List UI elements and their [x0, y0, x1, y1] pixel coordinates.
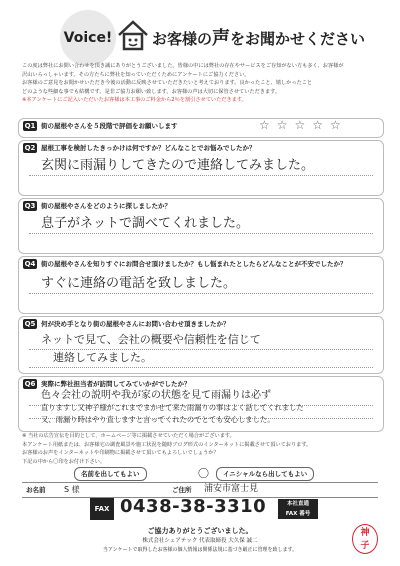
page-title: お客様の声をお聞かせください: [152, 28, 366, 49]
answer-q5-line2: 連絡してみました。: [53, 351, 152, 364]
voice-badge: Voice!: [60, 10, 116, 66]
answer-q3: 息子がネットで調べてくれました。: [41, 216, 250, 231]
question-q5: Q5 何が決め手となり街の屋根やさんにお問い合わせ頂きましたか？ ネットで見て、会社の概要や信頼性を信じて 連絡してみました。: [18, 316, 384, 374]
choice-name-ok[interactable]: 名前を出してもよい: [74, 467, 147, 481]
fax-number: 0438-38-3310: [120, 496, 267, 517]
question-q3: Q3 街の屋根やさんをどのように探しましたか？ 息子がネットで調べてくれました。: [18, 198, 384, 254]
house-icon: [116, 18, 150, 52]
rating-stars[interactable]: ☆☆☆☆☆: [259, 118, 348, 132]
privacy-note: 当アンケートで取得したお客様の個人情報は関係法規に基づき厳正に管理を致します。: [102, 547, 298, 553]
seal-stamp: 神 子: [352, 524, 378, 554]
name-label: お名前: [26, 486, 46, 494]
consent-notes: ※ 当社の広告宣伝を目的として、ホームページ等に掲載させていただく場合がございます。 本アンケート用紙または、お客様宅の調査風景や施工状況を随時ブログ形式のインターネットに掲載させて頂いております。 お客様のお声をインターネットや印刷物に掲載させて頂いてもよろしいでしょうか？ 下記の中から〇印をお付け下さい。: [22, 433, 312, 465]
address-value[interactable]: 浦安市富士見: [204, 484, 259, 494]
question-q2: Q2 屋根工事を検討したきっかけは何ですか？どんなことでお悩みでしたか？ 玄関に雨漏りしてきたので連絡してみました。: [18, 140, 384, 196]
fax-label: 本社直通 FAX 番号: [278, 499, 318, 519]
answer-q6-line2: 直りますし又神子様がこれまでまかせて来た雨漏りの事はよく話してくれました: [41, 403, 304, 412]
consent-choice: [22, 467, 378, 479]
name-value[interactable]: S 様: [64, 485, 80, 494]
choice-initial-ok[interactable]: イニシャルなら出してもよい: [216, 467, 314, 481]
company-name: 株式会社シェアテック 代表取締役 大久保 誠二: [142, 538, 258, 544]
answer-q6-line3: 又、雨漏り時はやり直しますと言ってくれたのでとても安心しました。: [41, 415, 275, 424]
answer-q4: すぐに連絡の電話を致しました。: [41, 276, 237, 291]
address-label: ご住所: [172, 486, 192, 494]
intro-text: この度は弊社にお問い合わせを頂き誠にありがとうございました。皆様の中には弊社の存在やサービスをご存知がない方も多く、お客様が 沢山いらっしゃいます。その方たちに弊社を知っていただくためにアンケートにご協力ください。 お客様のご意見をお聞かせいただき今後の活動に反映させていただきたいと考えております。良かったこと、嬉しかったこと どのような些細な事でも結構です。是非ご協力お願い致します。お客様の声は大切に保管させていただきます。 ※本アンケートにご記入いただいたお客様は本工事のご料金から2％を割引させていただきます。: [22, 63, 344, 103]
choice-circle-mark: 〇: [198, 467, 209, 480]
question-q6: Q6 実際に弊社担当者が訪問してみていかがでしたか？ 色々会社の説明や我が家の状態を見て雨漏りは必ず 直りますし又神子様がこれまでまかせて来た雨漏りの事はよく話してくれました 又、雨漏り時はやり直しますと言ってくれたのでとても安心しました。: [18, 376, 384, 432]
thanks-text: ご協力ありがとうございました。: [147, 527, 253, 535]
fax-icon: FAX: [90, 498, 114, 520]
fax-block: [90, 498, 320, 520]
question-q4: Q4 街の屋根やさんを知りすぐにお問合せ頂けましたか？もし悩まれたとしたらどんなことが不安でしたか？ すぐに連絡の電話を致しました。: [18, 256, 384, 314]
answer-q5-line1: ネットで見て、会社の概要や信頼性を信じて: [41, 333, 261, 346]
answer-q6-line1: 色々会社の説明や我が家の状態を見て雨漏りは必ず: [41, 390, 271, 401]
header: [60, 4, 366, 64]
answer-q2: 玄関に雨漏りしてきたので連絡してみました。: [41, 158, 315, 173]
question-q1: Q1 街の屋根やさんを５段階で評価をお願いします ☆☆☆☆☆: [18, 118, 384, 138]
